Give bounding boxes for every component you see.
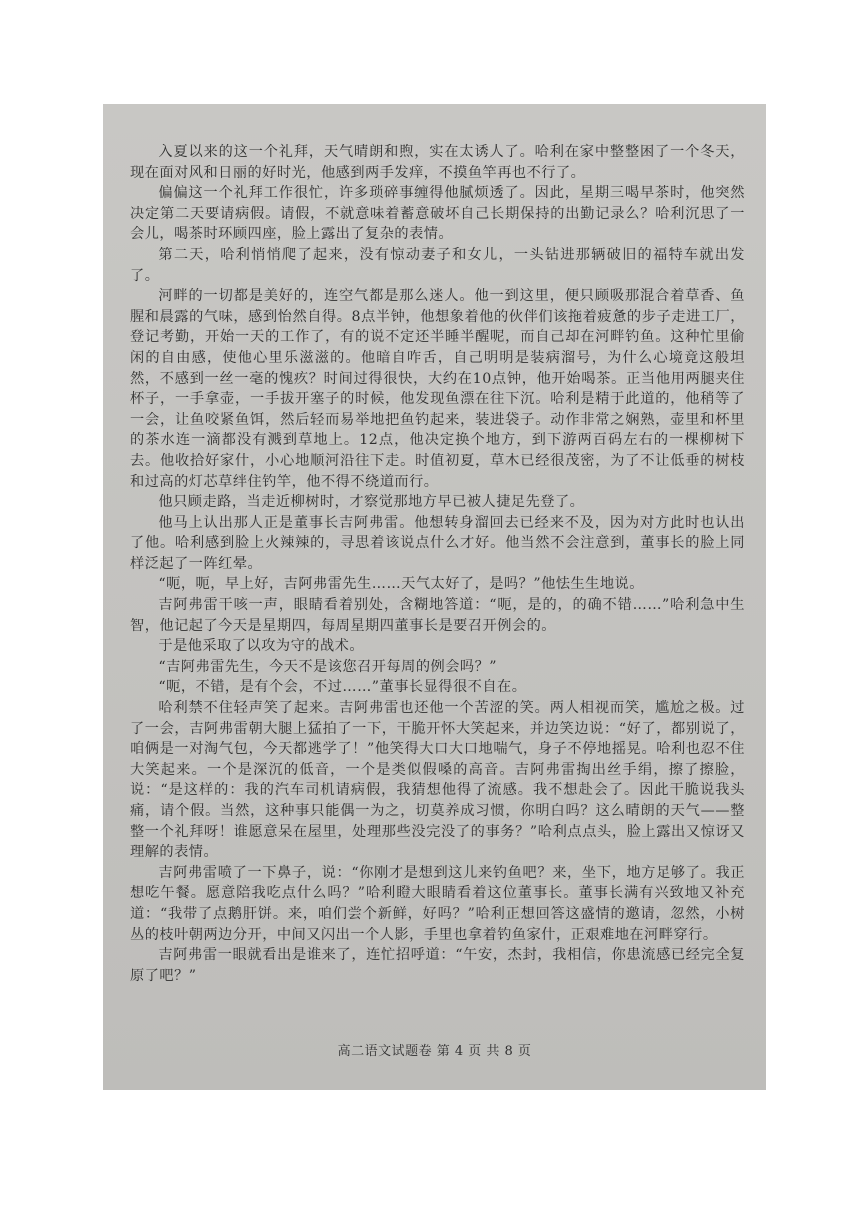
page-footer: 高二语文试题卷 第 4 页 共 8 页 [337, 1044, 532, 1059]
paragraph-6: 他马上认出那人正是董事长吉阿弗雷。他想转身溜回去已经来不及，因为对方此时也认出了他。哈利感到脸上火辣辣的，寻思着该说点什么才好。他当然不会注意到，董事长的脸上同样泛起了一阵红晕。 [130, 514, 745, 572]
paragraph-11: “呃，不错，是有个会，不过……”董事长显得很不自在。 [158, 679, 527, 696]
paragraph-10: “吉阿弗雷先生，今天不是该您召开每周的例会吗？” [158, 658, 498, 675]
article-body [130, 142, 745, 986]
paragraph-4: 河畔的一切都是美好的，连空气都是那么迷人。他一到这里，便只顾吸那混合着草香、鱼腥和晨露的气味，感到怡然自得。8点半钟，他想象着他的伙伴们该拖着疲惫的步子走进工厂，登记考勤，开始一天的工作了，有的说不定还半睡半醒呢，而自己却在河畔钓鱼。这种忙里偷闲的自由感，使他心里乐滋滋的。他暗自咋舌，自己明明是装病溜号，为什么心境竟这般坦然，不感到一丝一毫的愧疚？时间过得很快，大约在10点钟，他开始喝茶。正当他用两腿夹住杯子，一手拿壶，一手拔开塞子的时候，他发现鱼漂在往下沉。哈利是精于此道的，他稍等了一会，让鱼咬紧鱼饵，然后轻而易举地把鱼钓起来，装进袋子。动作非常之娴熟，壶里和杯里的茶水连一滴都没有溅到草地上。12点，他决定换个地方，到下游两百码左右的一棵柳树下去。他收拾好家什，小心地顺河沿往下走。时值初夏，草木已经很茂密，为了不让低垂的树枝和过高的灯芯草绊住钓竿，他不得不绕道而行。 [130, 288, 745, 490]
paragraph-2: 偏偏这一个礼拜工作很忙，许多琐碎事缠得他腻烦透了。因此，星期三喝早茶时，他突然决定第二天要请病假。请假，不就意味着蓄意破坏自己长期保持的出勤记录么？哈利沉思了一会儿，喝茶时环顾四座，脸上露出了复杂的表情。 [130, 185, 745, 243]
paragraph-5: 他只顾走路，当走近柳树时，才察觉那地方早已被人捷足先登了。 [158, 494, 585, 511]
paragraph-9: 于是他采取了以攻为守的战术。 [158, 638, 365, 655]
paragraph-1: 入夏以来的这一个礼拜，天气晴朗和煦，实在太诱人了。哈利在家中整整困了一个冬天，现在面对风和日丽的好时光，他感到两手发痒，不摸鱼竿再也不行了。 [130, 144, 745, 181]
paragraph-13: 吉阿弗雷喷了一下鼻子，说：“你刚才是想到这儿来钓鱼吧？来，坐下，地方足够了。我正想吃午餐。愿意陪我吃点什么吗？”哈利瞪大眼睛看着这位董事长。董事长满有兴致地又补充道：“我带了点鹅肝饼。来，咱们尝个新鲜，好吗？”哈利正想回答这盛情的邀请，忽然，小树丛的枝叶朝两边分开，中间又闪出一个人影，手里也拿着钓鱼家什，正艰难地在河畔穿行。 [130, 864, 745, 943]
paragraph-14: 吉阿弗雷一眼就看出是谁来了，连忙招呼道：“午安，杰封，我相信，你患流感已经完全复原了吧？” [130, 947, 745, 984]
paragraph-8: 吉阿弗雷干咳一声，眼睛看着别处，含糊地答道：“呃，是的，的确不错……”哈利急中生智，他记起了今天是星期四，每周星期四董事长是要召开例会的。 [130, 597, 745, 634]
paragraph-12: 哈利禁不住轻声笑了起来。吉阿弗雷也还他一个苦涩的笑。两人相视而笑，尴尬之极。过了一会，吉阿弗雷朝大腿上猛拍了一下，干脆开怀大笑起来，并边笑边说：“好了，都别说了，咱俩是一对淘气包，今天都逃学了！”他笑得大口大口地喘气，身子不停地摇晃。哈利也忍不住大笑起来。一个是深沉的低音，一个是类似假嗓的高音。吉阿弗雷掏出丝手绢，擦了擦脸，说：“是这样的：我的汽车司机请病假，我猜想他得了流感。我不想赴会了。因此干脆说我头痛，请个假。当然，这种事只能偶一为之，切莫养成习惯，你明白吗？这么晴朗的天气——整整一个礼拜呀！谁愿意呆在屋里，处理那些没完没了的事务？”哈利点点头，脸上露出又惊讶又理解的表情。 [130, 700, 745, 861]
paragraph-7: “呃，呃，早上好，吉阿弗雷先生……天气太好了，是吗？”他怯生生地说。 [158, 576, 644, 593]
paragraph-3: 第二天，哈利悄悄爬了起来，没有惊动妻子和女儿，一头钻进那辆破旧的福特车就出发了。 [130, 246, 745, 284]
photographed-page [103, 104, 766, 1090]
